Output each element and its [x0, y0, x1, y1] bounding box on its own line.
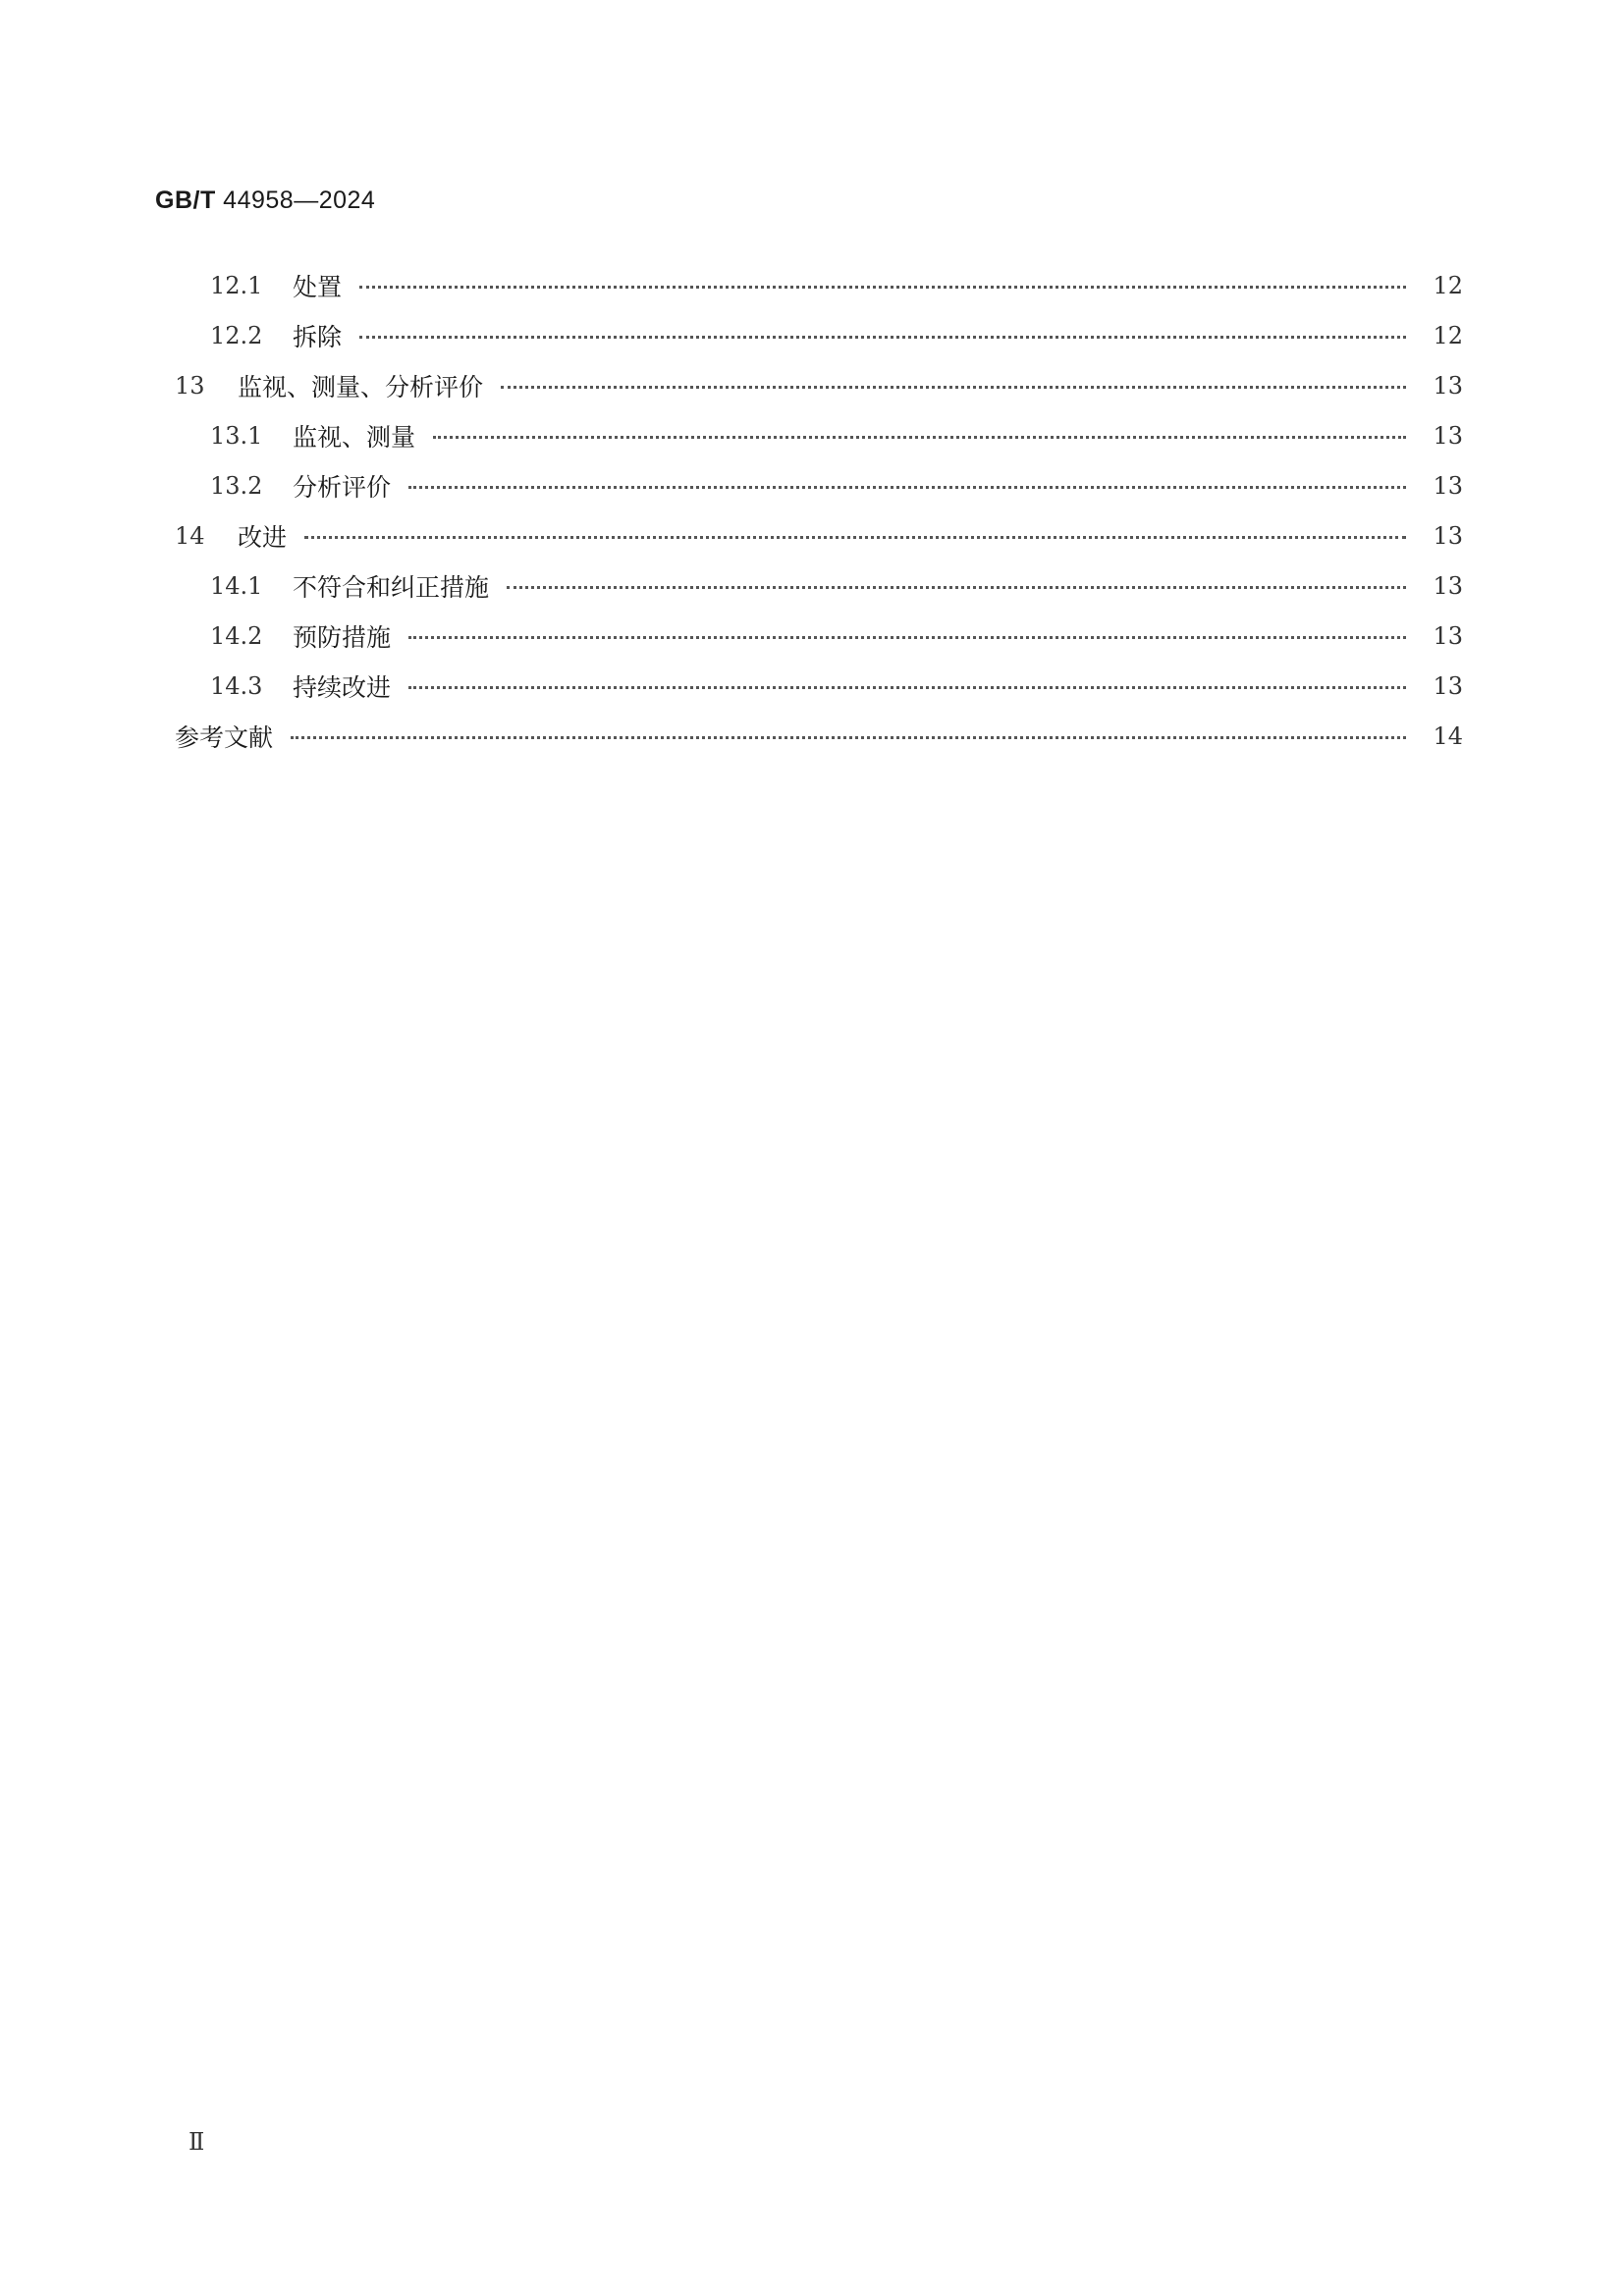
- table-of-contents: [175, 260, 1463, 761]
- toc-entry-title: 参考文献: [175, 722, 274, 752]
- toc-entry-title: 分析评价: [293, 472, 392, 502]
- toc-entry[interactable]: [175, 561, 1463, 611]
- toc-entry-title: 监视、测量、分析评价: [238, 372, 484, 401]
- toc-entry-title: 不符合和纠正措施: [293, 572, 490, 602]
- toc-entry-page: 14: [1433, 721, 1463, 750]
- toc-entry-title: 处置: [293, 272, 343, 301]
- toc-entry-page: 12: [1433, 271, 1463, 299]
- toc-entry-number: 13.1: [210, 421, 263, 450]
- page-number: Ⅱ: [189, 2128, 205, 2156]
- standard-code-prefix: GB/T: [155, 187, 216, 214]
- toc-entry-page: 13: [1433, 421, 1463, 450]
- toc-entry[interactable]: [175, 310, 1463, 360]
- toc-entry-number: 12.2: [210, 321, 263, 349]
- toc-entry[interactable]: [175, 711, 1463, 761]
- toc-leader-dots: [359, 286, 1406, 289]
- toc-entry-page: 13: [1433, 471, 1463, 500]
- toc-entry-page: 13: [1433, 521, 1463, 550]
- toc-entry-page: 13: [1433, 371, 1463, 400]
- toc-entry[interactable]: [175, 510, 1463, 561]
- toc-entry-title: 预防措施: [293, 622, 392, 652]
- toc-entry-number: 14.2: [210, 621, 263, 650]
- toc-leader-dots: [408, 486, 1406, 489]
- toc-entry-title: 持续改进: [293, 672, 392, 702]
- toc-leader-dots: [291, 736, 1406, 739]
- toc-entry-number: 12.1: [210, 271, 263, 299]
- toc-leader-dots: [408, 636, 1406, 639]
- toc-entry-number: 14: [175, 521, 205, 550]
- toc-entry-title: 监视、测量: [293, 422, 416, 452]
- standard-code-number: 44958—2024: [223, 187, 376, 214]
- toc-leader-dots: [304, 536, 1406, 539]
- toc-leader-dots: [507, 586, 1406, 589]
- toc-entry[interactable]: [175, 260, 1463, 310]
- toc-leader-dots: [433, 436, 1406, 439]
- toc-entry-number: 13: [175, 371, 205, 400]
- toc-entry-page: 12: [1433, 321, 1463, 349]
- toc-entry[interactable]: [175, 611, 1463, 661]
- toc-entry-title: 拆除: [293, 322, 343, 351]
- toc-leader-dots: [359, 336, 1406, 339]
- toc-entry[interactable]: [175, 661, 1463, 711]
- toc-entry-page: 13: [1433, 571, 1463, 600]
- toc-entry-page: 13: [1433, 671, 1463, 700]
- toc-entry[interactable]: [175, 360, 1463, 410]
- standard-code-header: [155, 187, 375, 215]
- toc-entry[interactable]: [175, 460, 1463, 510]
- toc-entry-page: 13: [1433, 621, 1463, 650]
- toc-entry-number: 13.2: [210, 471, 263, 500]
- toc-leader-dots: [408, 686, 1406, 689]
- toc-entry-title: 改进: [238, 522, 288, 552]
- toc-entry-number: 14.1: [210, 571, 263, 600]
- toc-entry[interactable]: [175, 410, 1463, 460]
- toc-leader-dots: [501, 386, 1406, 389]
- toc-entry-number: 14.3: [210, 671, 263, 700]
